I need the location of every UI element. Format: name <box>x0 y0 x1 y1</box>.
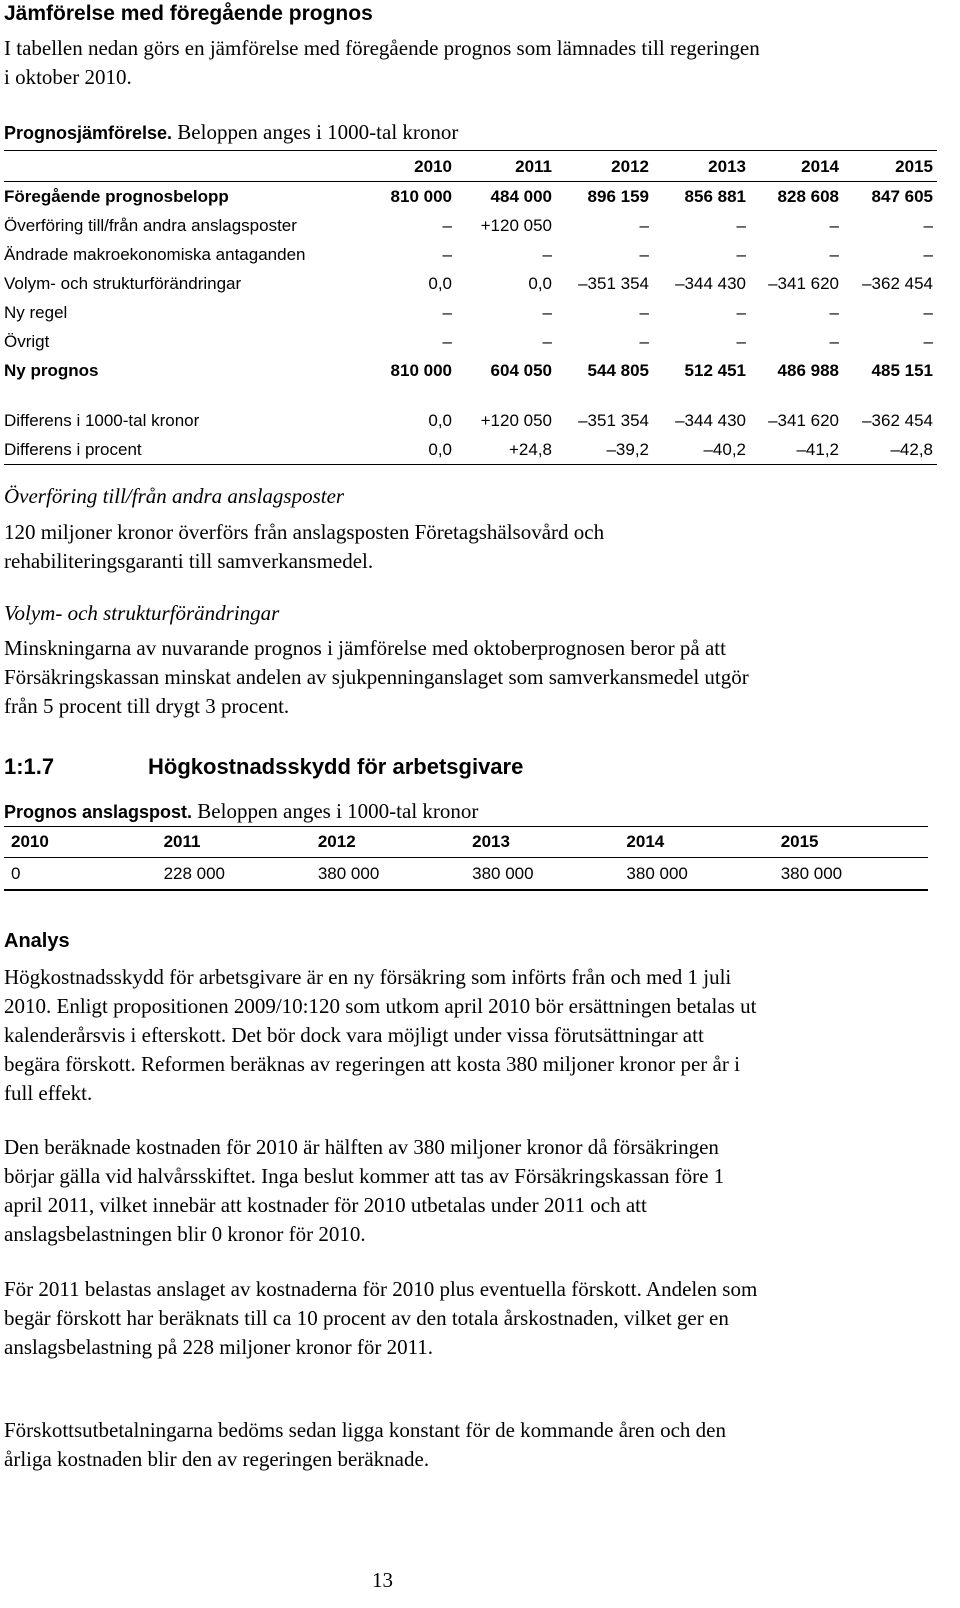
table-row <box>4 327 937 356</box>
cell: – <box>442 302 452 322</box>
table1-caption <box>4 120 458 145</box>
intro-text: I tabellen nedan görs en jämförelse med föregående prognos som lämnades till regeringen i oktober 2010. <box>4 36 760 89</box>
analys-paragraph-4 <box>4 1416 744 1474</box>
table-spacer-row <box>4 385 937 406</box>
analys-text-1: Högkostnadsskydd för arbetsgivare är en ny försäkring som införts från och med 1 juli 2010. Enligt propositionen 2009/10:120 som utkom april 2010 bör ersättningen betalas ut kalenderårsvis i efterskott. Det bör dock vara möjligt under vissa förutsättningar att begära förskott. Reformen beräknas av regeringen att kosta 380 miljoner kronor per år i full effekt. <box>4 965 757 1105</box>
table2-caption-rest: Beloppen anges i 1000-tal kronor <box>192 799 479 823</box>
cell: –351 354 <box>578 410 649 430</box>
cell: +24,8 <box>456 435 556 465</box>
table2-year: 2012 <box>311 827 465 858</box>
cell: +120 050 <box>480 215 552 235</box>
cell: – <box>923 215 933 235</box>
page-number: 13 <box>372 1568 393 1592</box>
cell: 810 000 <box>390 360 452 380</box>
cell: – <box>923 302 933 322</box>
cell: – <box>639 244 649 264</box>
cell: 0,0 <box>428 410 452 430</box>
cell: – <box>829 244 839 264</box>
cell: 0,0 <box>528 273 552 293</box>
table-row <box>4 182 937 212</box>
cell: –344 430 <box>675 273 746 293</box>
cell: 484 000 <box>490 186 552 206</box>
table1-header-blank <box>4 152 356 182</box>
volym-paragraph <box>4 634 774 721</box>
cell: –344 430 <box>675 410 746 430</box>
table1-year: 2015 <box>843 152 937 182</box>
cell: – <box>736 302 746 322</box>
cell: 485 151 <box>871 360 933 380</box>
analys-text-3: För 2011 belastas anslaget av kostnaderna för 2010 plus eventuella förskott. Andelen som begär förskott har beräknats till ca 10 procent av den totala årskostnaden, vilket ger en anslagsbelastning på 228 miljoner kronor för 2011. <box>4 1277 758 1359</box>
table2-caption-bold: Prognos anslagspost. <box>4 802 193 822</box>
cell: – <box>442 331 452 351</box>
cell: – <box>542 244 552 264</box>
cell: – <box>829 331 839 351</box>
cell: 380 000 <box>465 858 619 891</box>
section-number: 1:1.7 <box>4 754 55 779</box>
overforing-text: 120 miljoner kronor överförs från anslagsposten Företagshälsovård och rehabiliteringsgaranti till samverkansmedel. <box>4 520 605 573</box>
table2-year: 2013 <box>465 827 619 858</box>
cell: –39,2 <box>556 435 653 465</box>
cell: – <box>639 331 649 351</box>
cell: –40,2 <box>653 435 750 465</box>
volym-heading: Volym- och strukturförändringar <box>4 601 280 625</box>
cell: 544 805 <box>587 360 649 380</box>
table-row <box>4 269 937 298</box>
cell: 847 605 <box>871 186 933 206</box>
table-row <box>4 211 937 240</box>
cell: 0,0 <box>428 273 452 293</box>
table1-caption-rest: Beloppen anges i 1000-tal kronor <box>172 120 459 144</box>
table1-year: 2011 <box>456 152 556 182</box>
cell: –362 454 <box>862 273 933 293</box>
table1-year: 2013 <box>653 152 750 182</box>
row-label: Ny regel <box>4 302 68 322</box>
cell: – <box>442 244 452 264</box>
analys-text-4: Förskottsutbetalningarna bedöms sedan ligga konstant för de kommande åren och den årliga kostnaden blir den av regeringen beräknade. <box>4 1418 726 1471</box>
row-label: Föregående prognosbelopp <box>4 186 229 206</box>
row-label: Differens i procent <box>4 435 356 465</box>
cell: –341 620 <box>768 410 839 430</box>
intro-paragraph <box>4 34 764 92</box>
table2-caption <box>4 799 478 824</box>
cell: 380 000 <box>311 858 465 891</box>
cell: – <box>639 215 649 235</box>
cell: – <box>736 331 746 351</box>
section-title: Högkostnadsskydd för arbetsgivare <box>148 754 524 779</box>
cell: – <box>736 215 746 235</box>
cell: 380 000 <box>619 858 773 891</box>
cell: 604 050 <box>490 360 552 380</box>
table1-year: 2014 <box>750 152 843 182</box>
cell: +120 050 <box>480 410 552 430</box>
cell: 512 451 <box>684 360 746 380</box>
cell: –362 454 <box>862 410 933 430</box>
section-heading-jamforelse: Jämförelse med föregående prognos <box>4 2 373 25</box>
cell: 856 881 <box>684 186 746 206</box>
cell: – <box>542 302 552 322</box>
analys-paragraph-1 <box>4 963 764 1108</box>
table1-year: 2010 <box>356 152 456 182</box>
table1-caption-bold: Prognosjämförelse. <box>4 123 173 143</box>
cell: 828 608 <box>777 186 839 206</box>
analys-text-2: Den beräknade kostnaden för 2010 är hälften av 380 miljoner kronor då försäkringen börjar gälla vid halvårsskiftet. Inga beslut kommer att tas av Försäkringskassan före 1 april 2011, vilket innebär att kostnader för 2010 utbetalas under 2011 och att anslagsbelastningen blir 0 kronor för 2010. <box>4 1135 725 1246</box>
cell: – <box>923 331 933 351</box>
row-label: Volym- och strukturförändringar <box>4 273 242 293</box>
table1-header-row <box>4 152 937 182</box>
table-row <box>4 435 937 465</box>
row-label: Ändrade makroekonomiska antaganden <box>4 244 306 264</box>
table-row <box>4 406 937 435</box>
cell: –41,2 <box>750 435 843 465</box>
cell: 380 000 <box>774 858 928 891</box>
cell: –341 620 <box>768 273 839 293</box>
cell: 896 159 <box>587 186 649 206</box>
cell: 810 000 <box>390 186 452 206</box>
overforing-paragraph <box>4 518 724 576</box>
cell: 0,0 <box>356 435 456 465</box>
cell: 228 000 <box>157 858 311 891</box>
forecast-table <box>4 827 928 891</box>
cell: –42,8 <box>843 435 937 465</box>
analys-heading: Analys <box>4 930 70 952</box>
row-label: Differens i 1000-tal kronor <box>4 410 200 430</box>
table-row <box>4 858 928 891</box>
cell: –351 354 <box>578 273 649 293</box>
cell: – <box>923 244 933 264</box>
row-label: Överföring till/från andra anslagsposter <box>4 215 297 235</box>
table-row <box>4 298 937 327</box>
cell: 0 <box>4 858 157 891</box>
table1-year: 2012 <box>556 152 653 182</box>
prognosis-comparison-table <box>4 152 937 465</box>
table-row <box>4 240 937 269</box>
table-row <box>4 356 937 385</box>
cell: 486 988 <box>777 360 839 380</box>
table2-header-row <box>4 827 928 858</box>
table2-year: 2011 <box>157 827 311 858</box>
cell: – <box>829 215 839 235</box>
row-label: Ny prognos <box>4 360 99 380</box>
row-label: Övrigt <box>4 331 50 351</box>
analys-paragraph-2 <box>4 1133 764 1249</box>
table2-year: 2010 <box>4 827 157 858</box>
cell: – <box>542 331 552 351</box>
cell: – <box>442 215 452 235</box>
cell: – <box>829 302 839 322</box>
overforing-heading: Överföring till/från andra anslagsposter <box>4 484 345 508</box>
table1-top-rule <box>4 150 937 151</box>
table2-year: 2015 <box>774 827 928 858</box>
volym-text: Minskningarna av nuvarande prognos i jämförelse med oktoberprognosen beror på att Försäkringskassan minskat andelen av sjukpenninganslaget som samverkansmedel utgör från 5 procent till drygt 3 procent. <box>4 636 749 718</box>
analys-paragraph-3 <box>4 1275 764 1362</box>
cell: – <box>639 302 649 322</box>
table2-year: 2014 <box>619 827 773 858</box>
cell: – <box>736 244 746 264</box>
